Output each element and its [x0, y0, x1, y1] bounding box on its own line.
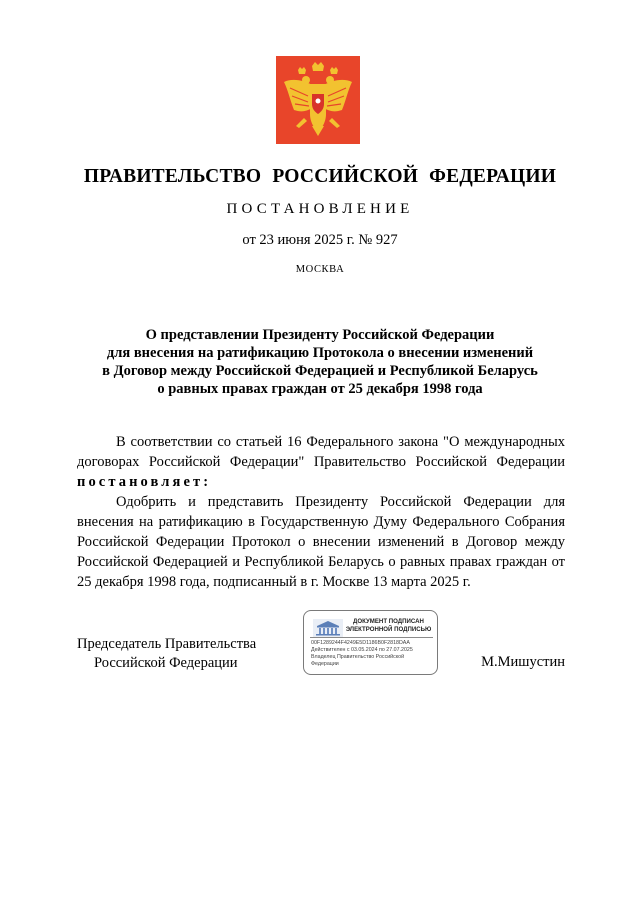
position-line: Председатель Правительства	[77, 636, 257, 652]
stamp-validity: Действителен с 03.05.2024 по 27.07.2025	[311, 647, 413, 653]
body-paragraph-2: Одобрить и представить Президенту Российской Федерации для внесения на ратификацию в Государственную Думу Федерального Собрания Российской Федерации Протокол о внесении изменений в Договор между Российской Федерацией и Республикой Беларусь о равных правах граждан от 25 декабря 1998 года, подписанный в г. Москве 13 марта 2025 г.	[77, 494, 565, 590]
document-body	[77, 432, 565, 592]
document-date-number: от 23 июня 2025 г. № 927	[242, 232, 398, 248]
decree-keyword: постановляет:	[77, 474, 212, 490]
subject-line: о равных правах граждан от 25 декабря 1998 года	[157, 381, 483, 397]
signatory-name: М.Мишустин	[481, 654, 565, 670]
stamp-serial: 00F1289244F4249E5D1186B0F2818DAA	[311, 640, 410, 646]
stamp-owner: Владелец Правительство Российской Федерации	[311, 654, 405, 667]
subject-line: для внесения на ратификацию Протокола о внесении изменений	[106, 345, 534, 361]
government-title: ПРАВИТЕЛЬСТВО РОССИЙСКОЙ ФЕДЕРАЦИИ	[83, 166, 557, 187]
stamp-title-line: ЭЛЕКТРОННОЙ ПОДПИСЬЮ	[345, 626, 432, 633]
document-type: ПОСТАНОВЛЕНИЕ	[226, 201, 414, 217]
stamp-title	[344, 618, 433, 634]
subject-line: О представлении Президенту Российской Федерации	[145, 327, 495, 343]
signatory-position	[77, 635, 256, 673]
stamp-title-line: ДОКУМЕНТ ПОДПИСАН	[353, 618, 424, 625]
document-subject	[70, 326, 570, 398]
paragraph-text: В соответствии со статьей 16 Федерального закона "О международных договорах Российской Федерации" Правительство Российской Федерации	[77, 434, 565, 470]
stamp-divider	[310, 637, 433, 638]
government-building-icon	[313, 619, 343, 637]
coat-of-arms-icon	[276, 56, 360, 144]
issue-city: МОСКВА	[295, 264, 345, 275]
position-line: Российской Федерации	[94, 655, 238, 671]
body-paragraph-1	[77, 432, 565, 492]
electronic-signature-stamp	[303, 610, 438, 675]
stamp-info	[311, 640, 433, 668]
subject-line: в Договор между Российской Федерацией и Республикой Беларусь	[102, 363, 538, 379]
